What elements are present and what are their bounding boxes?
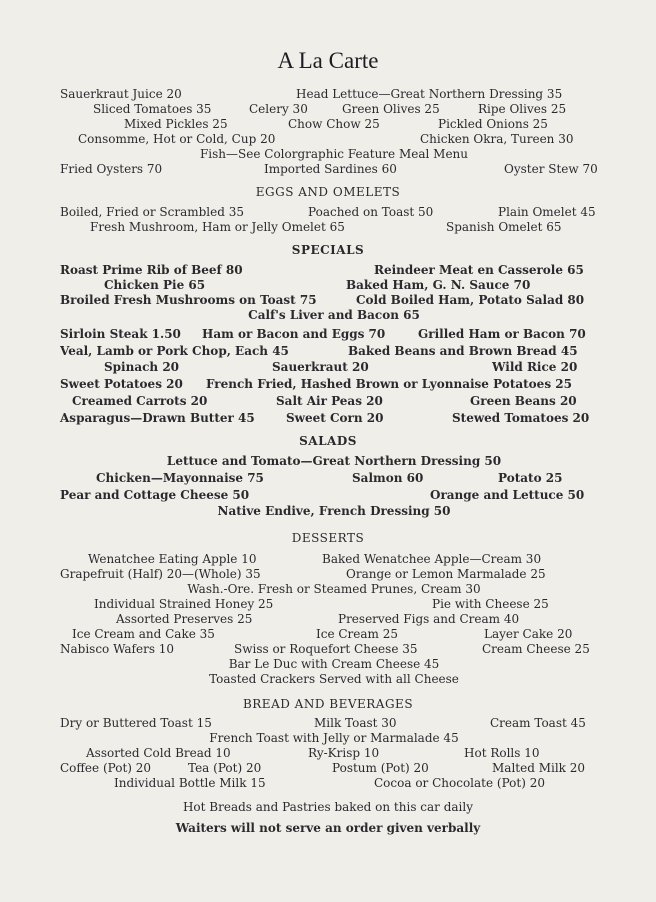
menu-item: Wild Rice 20 (492, 360, 578, 374)
menu-item: Ry-Krisp 10 (308, 746, 380, 760)
menu-line (60, 116, 608, 132)
menu-line (60, 86, 608, 102)
menu-item: Sauerkraut Juice 20 (60, 87, 182, 101)
menu-item: Hot Rolls 10 (464, 746, 540, 760)
menu-item: Boiled, Fried or Scrambled 35 (60, 205, 245, 219)
menu-item: Spinach 20 (104, 360, 180, 374)
menu-item: Ice Cream and Cake 35 (72, 627, 215, 641)
menu-line (60, 581, 608, 597)
section-heading-desserts: DESSERTS (291, 531, 365, 545)
menu-line (60, 277, 608, 293)
menu-item: Cream Toast 45 (490, 716, 586, 730)
menu-item: Milk Toast 30 (314, 716, 397, 730)
menu-item: Ham or Bacon and Eggs 70 (202, 327, 386, 341)
menu-item: Salt Air Peas 20 (276, 394, 383, 408)
menu-line (60, 204, 608, 220)
menu-item: Nabisco Wafers 10 (60, 642, 175, 656)
menu-line (60, 393, 608, 409)
menu-line (60, 292, 608, 308)
menu-item: Grapefruit (Half) 20—(Whole) 35 (60, 567, 261, 581)
menu-item: Fried Oysters 70 (60, 162, 163, 176)
menu-item: Cocoa or Chocolate (Pot) 20 (374, 776, 545, 790)
menu-item: Fish—See Colorgraphic Feature Meal Menu (199, 147, 469, 161)
menu-item: Roast Prime Rib of Beef 80 (60, 263, 243, 277)
menu-item: Baked Wenatchee Apple—Cream 30 (322, 552, 542, 566)
menu-item: Consomme, Hot or Cold, Cup 20 (78, 132, 276, 146)
menu-item: Pear and Cottage Cheese 50 (60, 488, 250, 502)
menu-line (60, 453, 608, 469)
menu-item: Layer Cake 20 (484, 627, 573, 641)
menu-item: Sweet Corn 20 (286, 411, 384, 425)
menu-item: Plain Omelet 45 (498, 205, 596, 219)
menu-item: Orange or Lemon Marmalade 25 (346, 567, 546, 581)
menu-item: Native Endive, French Dressing 50 (217, 504, 451, 518)
menu-item: Chow Chow 25 (288, 117, 380, 131)
menu-item: Broiled Fresh Mushrooms on Toast 75 (60, 293, 317, 307)
section-heading-salads: SALADS (299, 434, 357, 448)
menu-item: Chicken Pie 65 (104, 278, 206, 292)
section-heading-eggs: EGGS AND OMELETS (255, 185, 401, 199)
menu-line (60, 146, 608, 162)
menu-item: Imported Sardines 60 (264, 162, 397, 176)
menu-item: Coffee (Pot) 20 (60, 761, 152, 775)
menu-item: Dry or Buttered Toast 15 (60, 716, 212, 730)
menu-line (60, 566, 608, 582)
menu-item: Swiss or Roquefort Cheese 35 (234, 642, 418, 656)
menu-item: Preserved Figs and Cream 40 (338, 612, 520, 626)
menu-item: Asparagus—Drawn Butter 45 (60, 411, 255, 425)
menu-item: Creamed Carrots 20 (72, 394, 208, 408)
menu-item: Sirloin Steak 1.50 (60, 327, 181, 341)
menu-line (60, 359, 608, 375)
menu-item: Cream Cheese 25 (482, 642, 590, 656)
page-title: A La Carte (277, 48, 379, 73)
menu-item: Pickled Onions 25 (438, 117, 548, 131)
menu-item: Baked Ham, G. N. Sauce 70 (346, 278, 531, 292)
menu-item: Chicken Okra, Tureen 30 (420, 132, 574, 146)
menu-item: Green Beans 20 (470, 394, 577, 408)
menu-line (60, 671, 608, 687)
menu-item: Assorted Preserves 25 (116, 612, 253, 626)
menu-item: Oyster Stew 70 (504, 162, 598, 176)
menu-item: Mixed Pickles 25 (124, 117, 228, 131)
menu-item: Green Olives 25 (342, 102, 440, 116)
menu-item: Celery 30 (249, 102, 308, 116)
menu-item: French Fried, Hashed Brown or Lyonnaise Potatoes 25 (206, 377, 572, 391)
menu-item: Assorted Cold Bread 10 (86, 746, 231, 760)
menu-line (60, 219, 608, 235)
menu-item: Sauerkraut 20 (272, 360, 369, 374)
menu-item: Grilled Ham or Bacon 70 (418, 327, 586, 341)
menu-item: Malted Milk 20 (492, 761, 586, 775)
menu-line (60, 715, 608, 731)
menu-item: Individual Bottle Milk 15 (114, 776, 266, 790)
menu-line (60, 775, 608, 791)
menu-line (60, 760, 608, 776)
menu-item: Postum (Pot) 20 (332, 761, 429, 775)
menu-line (60, 503, 608, 519)
menu-item: Toasted Crackers Served with all Cheese (209, 672, 459, 686)
section-heading-specials: SPECIALS (291, 243, 365, 257)
menu-line (60, 730, 608, 746)
footer-note-waiters: Waiters will not serve an order given verbally (175, 821, 481, 835)
menu-item: Chicken—Mayonnaise 75 (96, 471, 264, 485)
menu-line (60, 487, 608, 503)
menu-line (60, 745, 608, 761)
menu-line (60, 611, 608, 627)
menu-line (60, 101, 608, 117)
menu-item: Fresh Mushroom, Ham or Jelly Omelet 65 (90, 220, 345, 234)
menu-line (60, 131, 608, 147)
menu-line (60, 656, 608, 672)
menu-item: Sweet Potatoes 20 (60, 377, 183, 391)
menu-item: Potato 25 (498, 471, 563, 485)
menu-item: Orange and Lettuce 50 (430, 488, 585, 502)
menu-item: Lettuce and Tomato—Great Northern Dressing 50 (166, 454, 502, 468)
menu-item: Salmon 60 (352, 471, 424, 485)
menu-item: Ice Cream 25 (316, 627, 399, 641)
menu-line (60, 551, 608, 567)
menu-item: Reindeer Meat en Casserole 65 (374, 263, 584, 277)
menu-line (60, 262, 608, 278)
menu-item: Individual Strained Honey 25 (94, 597, 274, 611)
menu-item: Baked Beans and Brown Bread 45 (348, 344, 578, 358)
menu-line (60, 641, 608, 657)
menu-line (60, 470, 608, 486)
menu-item: French Toast with Jelly or Marmalade 45 (209, 731, 459, 745)
menu-line (60, 343, 608, 359)
menu-line (60, 307, 608, 323)
menu-item: Calf's Liver and Bacon 65 (248, 308, 420, 322)
menu-line (60, 326, 608, 342)
menu-item: Pie with Cheese 25 (432, 597, 549, 611)
menu-item: Ripe Olives 25 (478, 102, 567, 116)
menu-item: Cold Boiled Ham, Potato Salad 80 (356, 293, 585, 307)
menu-item: Spanish Omelet 65 (446, 220, 562, 234)
section-heading-bread: BREAD AND BEVERAGES (242, 697, 414, 711)
menu-line (60, 410, 608, 426)
menu-item: Sliced Tomatoes 35 (93, 102, 212, 116)
menu-item: Tea (Pot) 20 (188, 761, 262, 775)
menu-item: Veal, Lamb or Pork Chop, Each 45 (60, 344, 289, 358)
menu-item: Head Lettuce—Great Northern Dressing 35 (296, 87, 563, 101)
menu-item: Poached on Toast 50 (308, 205, 434, 219)
menu-line (60, 376, 608, 392)
menu-item: Stewed Tomatoes 20 (452, 411, 590, 425)
menu-item: Wenatchee Eating Apple 10 (88, 552, 257, 566)
menu-line (60, 596, 608, 612)
footer-note-hot-breads: Hot Breads and Pastries baked on this car daily (182, 800, 474, 814)
menu-line (60, 161, 608, 177)
menu-item: Wash.-Ore. Fresh or Steamed Prunes, Cream 30 (187, 582, 481, 596)
menu-item: Bar Le Duc with Cream Cheese 45 (228, 657, 440, 671)
menu-line (60, 626, 608, 642)
